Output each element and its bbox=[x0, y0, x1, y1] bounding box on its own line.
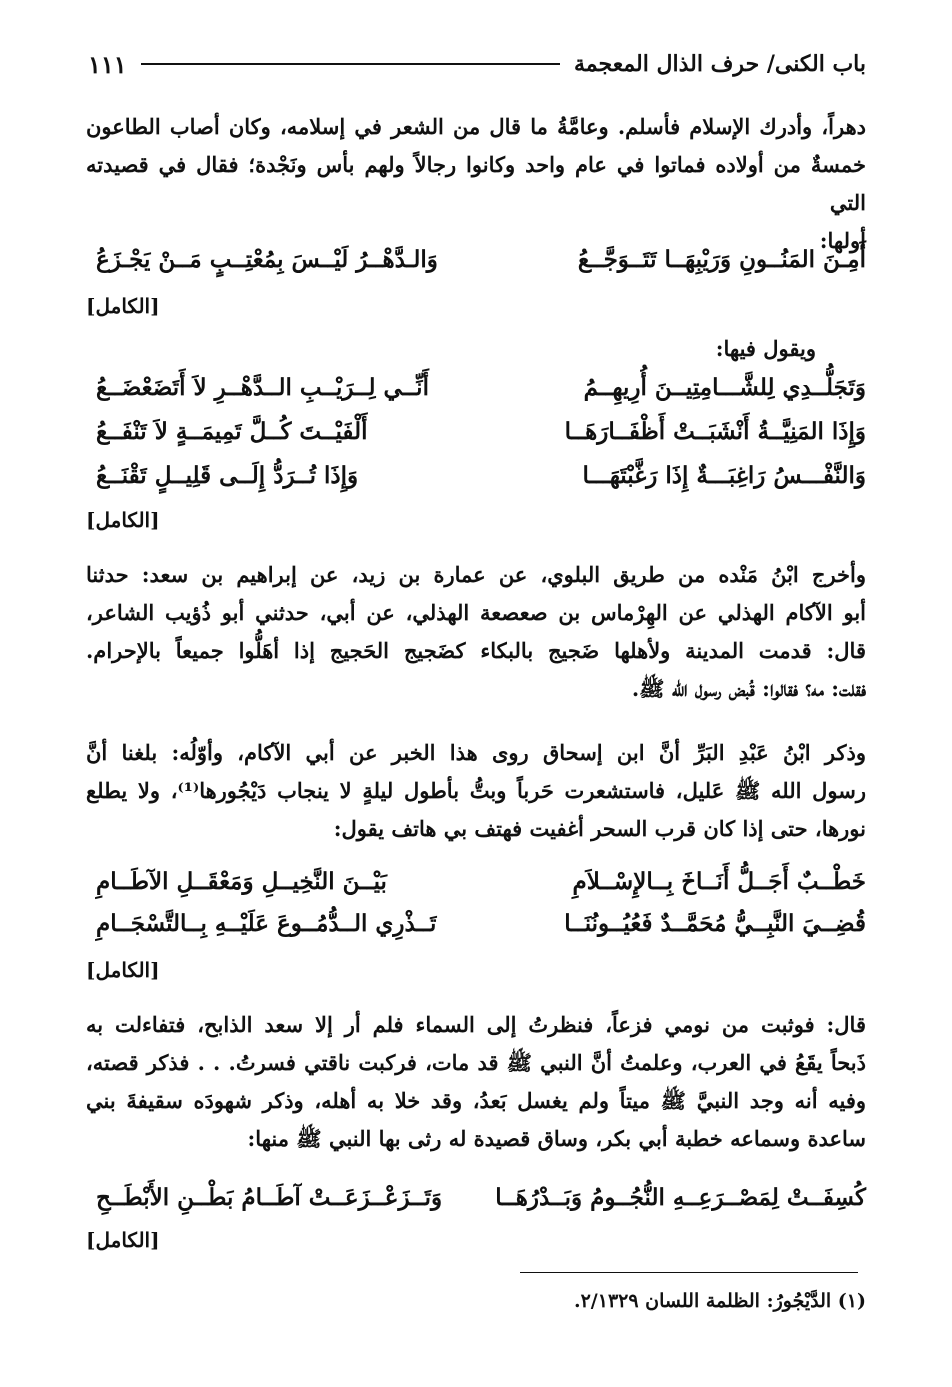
verse-line bbox=[86, 1184, 866, 1228]
first-hemistich: وَتَجَلُّــدِي لِلشَّـــامِتِيــنَ أُرِيهِــمُ bbox=[583, 374, 866, 401]
running-title: باب الكنى/ حرف الذال المعجمة bbox=[573, 51, 866, 77]
meter-label: [الكامل] bbox=[86, 1228, 160, 1252]
second-hemistich: أَلْفَيْــتَ كُــلَّ تَمِيمَــةٍ لاَ تَنْفَــعُ bbox=[96, 418, 368, 445]
second-hemistich: أَنِّــي لِــرَيْــبِ الــدَّهْــرِ لاَ أَتَضَعْضَــعُ bbox=[96, 374, 429, 401]
meter-label: [الكامل] bbox=[86, 958, 160, 982]
text-line: رسول الله ﷺ عَليل، فاستشعرت حَرباً وبتُّ بأطول ليلةٍ لا ينجاب دَيْجُورها⁽¹⁾، ولا يطلع bbox=[86, 778, 866, 803]
running-header bbox=[88, 44, 866, 84]
page-number: ١١١ bbox=[88, 49, 127, 79]
text-line: ساعدة وسماعه خطبة أبي بكر، وساق قصيدة له رثى بها النبي ﷺ منها: bbox=[247, 1126, 866, 1151]
text-line: قال: قدمت المدينة ولأهلها ضَجيج بالبكاء كضَجيج الحَجيج إذا أهَلُّوا جميعاً بالإحرام. bbox=[86, 638, 866, 663]
paragraph-hadith bbox=[86, 556, 866, 708]
text-line: أبو الآكام الهذلي عن الهِرْماس بن صعصعة الهذلي، عن أبي، حدثني أبو ذُؤيب الشاعر، bbox=[86, 600, 866, 625]
text-line: وذكر ابْنُ عَبْدِ البَرِّ أنَّ ابن إسحاق روى هذا الخبر عن أبي الآكام، وأوّلُه: بلغنا أنَّ bbox=[86, 740, 866, 765]
text-line: وفيه أنه وجد النبيَّ ﷺ ميتاً ولم يغسل بَعدُ، وقد خلا به أهله، وذكر شهودَه سقيفةَ بني bbox=[86, 1088, 866, 1113]
footnote: (١) الدَّيْجُورُ: الظلمة اللسان ٢/١٣٢٩. bbox=[573, 1290, 866, 1312]
paragraph-story bbox=[86, 1006, 866, 1158]
verse-line bbox=[86, 910, 866, 954]
second-hemistich: وَتَــزَعْــزَعَــتْ آطَــامُ بَطْــنِ الأَبْطَــحِ bbox=[96, 1184, 443, 1211]
first-hemistich: أَمِـنَ المَنُــونِ وَرَيْبِهَــا تَتَــوَجَّــعُ bbox=[577, 246, 866, 273]
meter-label: [الكامل] bbox=[86, 294, 160, 318]
second-hemistich: تَــذْرِي الــدُّمُــوعَ عَلَيْــهِ بِــالتَّسْجَــامِ bbox=[96, 910, 437, 937]
verse-line bbox=[86, 246, 866, 290]
first-hemistich: خَطْــبٌ أَجَــلُّ أَنَــاخَ بِــالإِسْــلاَمِ bbox=[572, 868, 866, 895]
first-hemistich: وَالنَّفْـــسُ رَاغِبَـــةٌ إِذَا رَغَّبْتَهَـــا bbox=[582, 462, 866, 489]
verse-line bbox=[86, 418, 866, 462]
verse-line bbox=[86, 462, 866, 506]
first-hemistich: وَإِذَا المَنِيَّــةُ أَنْشَبَــتْ أَظْفَــارَهَــا bbox=[564, 418, 866, 445]
verse-line bbox=[86, 868, 866, 912]
footnote-rule bbox=[520, 1272, 858, 1273]
second-hemistich: وَالـدَّهْــرُ لَيْــسَ بِمُعْتِــبٍ مَــنْ يَجْـزَعُ bbox=[96, 246, 438, 273]
text-line: أولها: bbox=[819, 228, 866, 253]
text-line: ذَبحاً يقَعُ في العرب، وعلمتُ أنَّ النبي ﷺ قد مات، فركبت ناقتي فسرتُ. . . فذكر قصته، bbox=[86, 1050, 866, 1075]
text-line: ويقول فيها: bbox=[715, 336, 816, 361]
second-hemistich: وَإِذَا تُــرَدُّ إِلَــى قَلِيــلٍ تَقْنَــعُ bbox=[96, 462, 359, 489]
text-line: قال: فوثبت من نومي فزعاً، فنظرتُ إلى السماء فلم أر إلا سعد الذابح، فتفاءلت به bbox=[86, 1012, 866, 1037]
second-hemistich: بَيْــنَ النَّخِيــلِ وَمَعْقَــلِ الآطَــامِ bbox=[96, 868, 387, 895]
paragraph-transition bbox=[86, 330, 816, 368]
text-line: خمسةٌ من أولاده فماتوا في عام واحد وكانوا رجالاً ولهم بأس ونَجْدة؛ فقال في قصيدته التي bbox=[86, 152, 866, 215]
first-hemistich: كُسِفَــتْ لِمَصْــرَعِــهِ النُّجُــومُ وَبَــدْرُهَــا bbox=[495, 1184, 866, 1211]
verse-line bbox=[86, 374, 866, 418]
text-line: وأخرج ابْنُ مَنْده من طريق البلوي، عن عمارة بن زيد، عن إبراهيم بن سعد: حدثنا bbox=[86, 562, 866, 587]
text-line: نورها، حتى إذا كان قرب السحر أغفيت فهتف بي هاتف يقول: bbox=[333, 816, 866, 841]
text-line: فقلت: مه؟ فقالوا: قُبض رسول الله ﷺ. bbox=[631, 676, 866, 701]
header-rule bbox=[141, 63, 560, 65]
paragraph-report bbox=[86, 734, 866, 848]
paragraph-intro bbox=[86, 108, 866, 260]
meter-label: [الكامل] bbox=[86, 508, 160, 532]
text-line: دهراً، وأدرك الإسلام فأسلم. وعامَّةُ ما قال من الشعر في إسلامه، وكان أصاب الطاعون bbox=[86, 114, 866, 139]
first-hemistich: قُضِــيَ النَّبِــيُّ مُحَمَّــدٌ فَعُيُــونُنَــا bbox=[564, 910, 866, 937]
